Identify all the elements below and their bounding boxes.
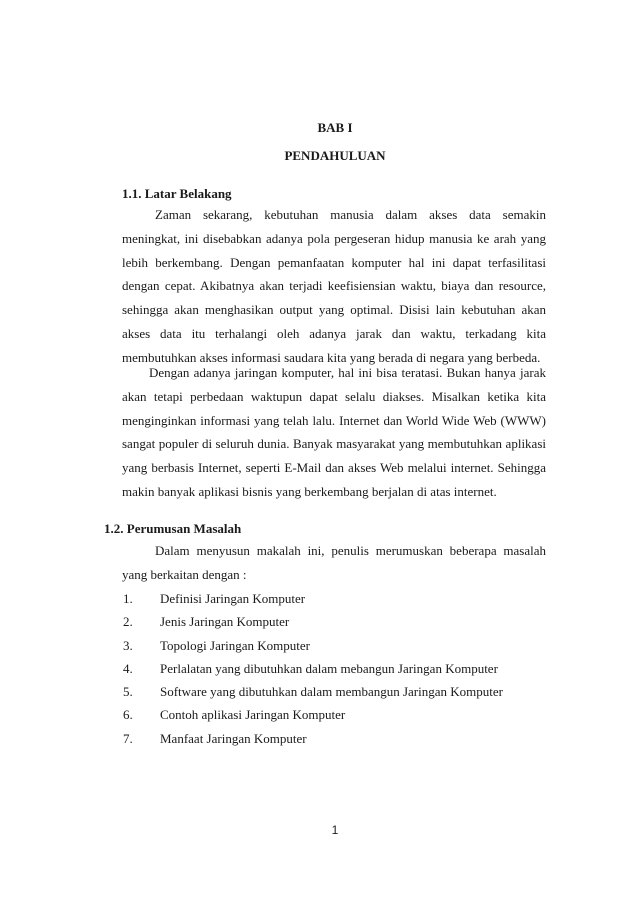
paragraph-line: meningkat, ini disebabkan adanya pola pergeseran hidup manusia ke arah yang [122, 230, 546, 246]
paragraph-line: dengan cepat. Akibatnya akan terjadi keefisiensian waktu, biaya dan resource, [122, 278, 546, 294]
paragraph-perumusan-intro [122, 539, 546, 587]
list-item-text: Jenis Jaringan Komputer [160, 614, 290, 630]
list-item-number: 7. [123, 730, 133, 746]
paragraph-line: menginginkan informasi yang telah lalu. Internet dan World Wide Web (WWW) [122, 412, 546, 428]
list-item-text: Perlalatan yang dibutuhkan dalam mebangun Jaringan Komputer [160, 660, 498, 676]
list-item-number: 5. [123, 684, 133, 700]
paragraph-line: yang berkaitan dengan : [122, 566, 247, 582]
list-item-number: 3. [123, 637, 133, 653]
paragraph-line: akses data itu terhalangi oleh adanya jarak dan waktu, terkadang kita [122, 325, 546, 341]
list-item-number: 1. [123, 591, 133, 606]
chapter-label: BAB I [317, 120, 353, 135]
paragraph-line: makin banyak aplikasi bisnis yang berkembang berjalan di atas internet. [122, 483, 497, 499]
list-item-number: 6. [123, 707, 133, 723]
paragraph-line: sehingga akan menghasikan output yang optimal. Disisi lain kebutuhan akan [122, 302, 546, 318]
paragraph-line: Dalam menyusun makalah ini, penulis merumuskan beberapa masalah [155, 543, 546, 558]
paragraph-latar-belakang-1 [122, 203, 546, 370]
chapter-title: PENDAHULUAN [284, 148, 386, 163]
paragraph-line: yang berbasis Internet, seperti E-Mail dan akses Web melalui internet. Sehingga [122, 460, 546, 476]
section-heading-perumusan-masalah: 1.2. Perumusan Masalah [104, 521, 242, 536]
page-number: 1 [331, 823, 339, 837]
section-heading-latar-belakang: 1.1. Latar Belakang [122, 186, 232, 201]
list-item-text: Software yang dibutuhkan dalam membangun Jaringan Komputer [160, 684, 503, 700]
paragraph-latar-belakang-2 [122, 361, 546, 504]
paragraph-line: membutuhkan akses informasi saudara kita yang berada di negara yang berbeda. [122, 349, 541, 365]
list-item-text: Topologi Jaringan Komputer [160, 637, 311, 653]
paragraph-line: akan tetapi perbedaan waktupun dapat selalu diakses. Misalkan ketika kita [122, 388, 546, 404]
paragraph-line: lebih berkembang. Dengan pemanfaatan komputer hal ini dapat terfasilitasi [122, 254, 546, 270]
list-item-text: Contoh aplikasi Jaringan Komputer [160, 707, 346, 723]
list-item-text: Manfaat Jaringan Komputer [160, 730, 307, 746]
list-item-number: 4. [123, 660, 133, 676]
list-item-text: Definisi Jaringan Komputer [160, 591, 306, 606]
list-item-number: 2. [123, 614, 133, 630]
paragraph-line: Zaman sekarang, kebutuhan manusia dalam akses data semakin [155, 207, 546, 222]
paragraph-line: Dengan adanya jaringan komputer, hal ini bisa teratasi. Bukan hanya jarak [149, 365, 546, 380]
paragraph-line: sangat populer di seluruh dunia. Banyak masyarakat yang membutuhkan aplikasi [122, 436, 546, 452]
